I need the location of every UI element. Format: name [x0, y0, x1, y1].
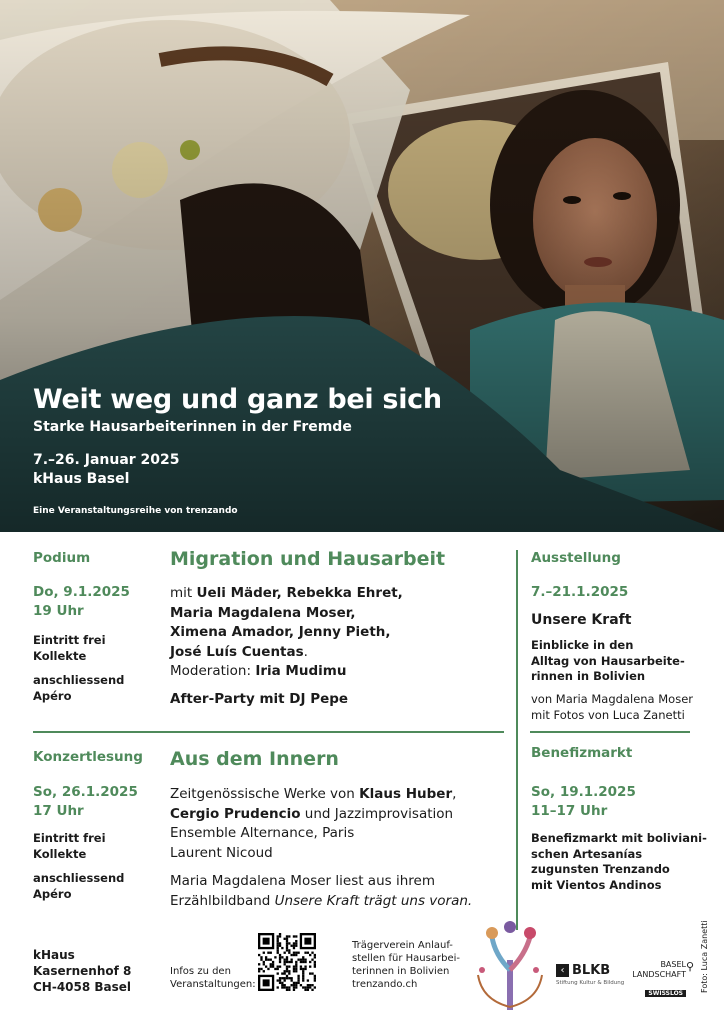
footer-address	[33, 947, 131, 995]
ausstellung-desc	[531, 638, 685, 685]
konzert-time-text: 17 Uhr	[33, 803, 84, 819]
podium-date	[33, 583, 130, 621]
innern-l1b: Klaus Huber	[359, 786, 453, 802]
info-line2: Veranstaltungen:	[170, 979, 256, 990]
participants-1: Ueli Mäder, Rebekka Ehret,	[196, 585, 403, 601]
after-party: After-Party mit DJ Pepe	[170, 691, 349, 707]
migration-participants	[170, 584, 500, 682]
ausstellung-title: Unsere Kraft	[531, 612, 632, 628]
innern-l6b: Unsere Kraft trägt uns voran.	[274, 892, 473, 909]
footer-info	[170, 965, 256, 991]
podium-after-line2: Apéro	[33, 688, 72, 703]
benefiz-desc-4: mit Vientos Andinos	[531, 877, 662, 892]
org-line2: stellen für Hausarbei-	[352, 953, 460, 964]
innern-l1c: ,	[452, 786, 457, 802]
blkb-logo	[556, 963, 624, 986]
participants-dot: .	[303, 643, 308, 660]
innern-line5: Maria Magdalena Moser liest aus ihrem	[170, 873, 435, 889]
event-title: Weit weg und ganz bei sich	[33, 384, 442, 415]
event-venue: kHaus Basel	[33, 471, 130, 487]
participants-line3: Ximena Amador, Jenny Pieth,	[170, 624, 391, 640]
benefiz-date	[531, 783, 636, 821]
konzert-label: Konzertlesung	[33, 749, 143, 765]
ausstellung-desc-3: rinnen in Bolivien	[531, 669, 646, 683]
migration-title: Migration und Hausarbeit	[170, 548, 446, 570]
moderation-line	[170, 662, 500, 682]
ausstellung-desc-1: Einblicke in den	[531, 638, 634, 652]
footer-org	[352, 939, 460, 991]
innern-l1a: Zeitgenössische Werke von	[170, 786, 360, 802]
innern-title: Aus dem Innern	[170, 748, 339, 770]
benefiz-date-text: So, 19.1.2025	[531, 784, 636, 800]
innern-reading	[170, 872, 510, 911]
event-series: Eine Veranstaltungsreihe von trenzando	[33, 506, 238, 516]
podium-label: Podium	[33, 550, 91, 566]
participants-line4	[170, 643, 500, 663]
konzert-entry	[33, 831, 106, 862]
innern-line2	[170, 805, 510, 825]
address-line2: Kasernenhof 8	[33, 964, 132, 978]
swisslos-badge: SWISSLOS	[645, 990, 686, 997]
innern-l2b: und Jazzimprovisation	[300, 805, 454, 822]
konzert-after-line1: anschliessend	[33, 871, 125, 885]
event-subtitle: Starke Hausarbeiterinnen in der Fremde	[33, 419, 352, 435]
address-line3: CH-4058 Basel	[33, 980, 132, 994]
basel-landschaft-logo	[628, 960, 686, 999]
event-dates: 7.–26. Januar 2025	[33, 452, 180, 468]
podium-entry-line2: Kollekte	[33, 648, 87, 663]
konzert-entry-line2: Kollekte	[33, 846, 87, 861]
photo-credit: Foto: Luca Zanetti	[700, 920, 709, 993]
moderation-label: Moderation:	[170, 663, 252, 679]
innern-line3: Ensemble Alternance, Paris	[170, 825, 355, 841]
innern-line1	[170, 785, 510, 805]
participants-line2: Maria Magdalena Moser,	[170, 604, 356, 621]
ausstellung-date: 7.–21.1.2025	[531, 584, 629, 600]
ausstellung-by2: mit Fotos von Luca Zanetti	[531, 707, 685, 722]
benefiz-desc-1: Benefizmarkt mit boliviani-	[531, 831, 707, 845]
podium-entry-line1: Eintritt frei	[33, 633, 106, 647]
moderator-name: Iria Mudimu	[255, 663, 347, 679]
benefiz-desc-2: schen Artesanías	[531, 846, 643, 861]
participants-line1	[170, 584, 500, 604]
podium-after-line1: anschliessend	[33, 673, 125, 687]
blkb-icon: ‹	[556, 964, 569, 977]
info-line1: Infos zu den	[170, 966, 231, 977]
bishop-staff-icon: ⚲	[686, 960, 695, 973]
innern-text	[170, 785, 510, 863]
ausstellung-by1: von Maria Magdalena Moser	[531, 692, 694, 706]
address-line1: kHaus	[33, 948, 75, 962]
innern-l6a: Erzählbildband	[170, 892, 275, 909]
trenzando-logo-graphic	[470, 915, 550, 1015]
divider-right	[530, 731, 690, 733]
konzert-date	[33, 783, 138, 821]
participants-4: José Luís Cuentas	[170, 643, 304, 660]
podium-entry	[33, 633, 106, 664]
konzert-entry-line1: Eintritt frei	[33, 831, 106, 845]
divider-left	[33, 731, 504, 733]
bl-line2: LANDSCHAFT	[632, 970, 686, 979]
konzert-after	[33, 871, 124, 902]
ausstellung-label: Ausstellung	[531, 550, 621, 566]
konzert-date-text: So, 26.1.2025	[33, 784, 138, 800]
benefiz-label: Benefizmarkt	[531, 745, 633, 761]
innern-l2a: Cergio Prudencio	[170, 805, 301, 822]
trenzando-logo	[470, 915, 550, 1019]
innern-line4: Laurent Nicoud	[170, 844, 273, 861]
benefiz-desc-3: zugunsten Trenzando	[531, 862, 670, 876]
podium-after	[33, 673, 124, 704]
org-line1: Trägerverein Anlauf-	[352, 940, 453, 951]
benefiz-desc	[531, 831, 707, 893]
blkb-sub: Stiftung Kultur & Bildung	[556, 980, 625, 986]
org-line4[interactable]: trenzando.ch	[352, 979, 418, 990]
ausstellung-credit	[531, 692, 693, 723]
ausstellung-desc-2: Alltag von Hausarbeite-	[531, 653, 685, 668]
divider-vertical	[516, 550, 518, 930]
org-line3: terinnen in Bolivien	[352, 966, 450, 977]
blkb-name: BLKB	[572, 963, 611, 978]
qr-code[interactable]	[258, 933, 316, 995]
mit-text: mit	[170, 585, 193, 601]
qr-code-graphic	[258, 933, 316, 991]
konzert-after-line2: Apéro	[33, 886, 72, 901]
innern-line6	[170, 892, 510, 912]
bl-line1: BASEL	[660, 960, 686, 969]
podium-time-text: 19 Uhr	[33, 603, 84, 619]
benefiz-time-text: 11–17 Uhr	[531, 803, 608, 819]
podium-date-text: Do, 9.1.2025	[33, 584, 130, 600]
